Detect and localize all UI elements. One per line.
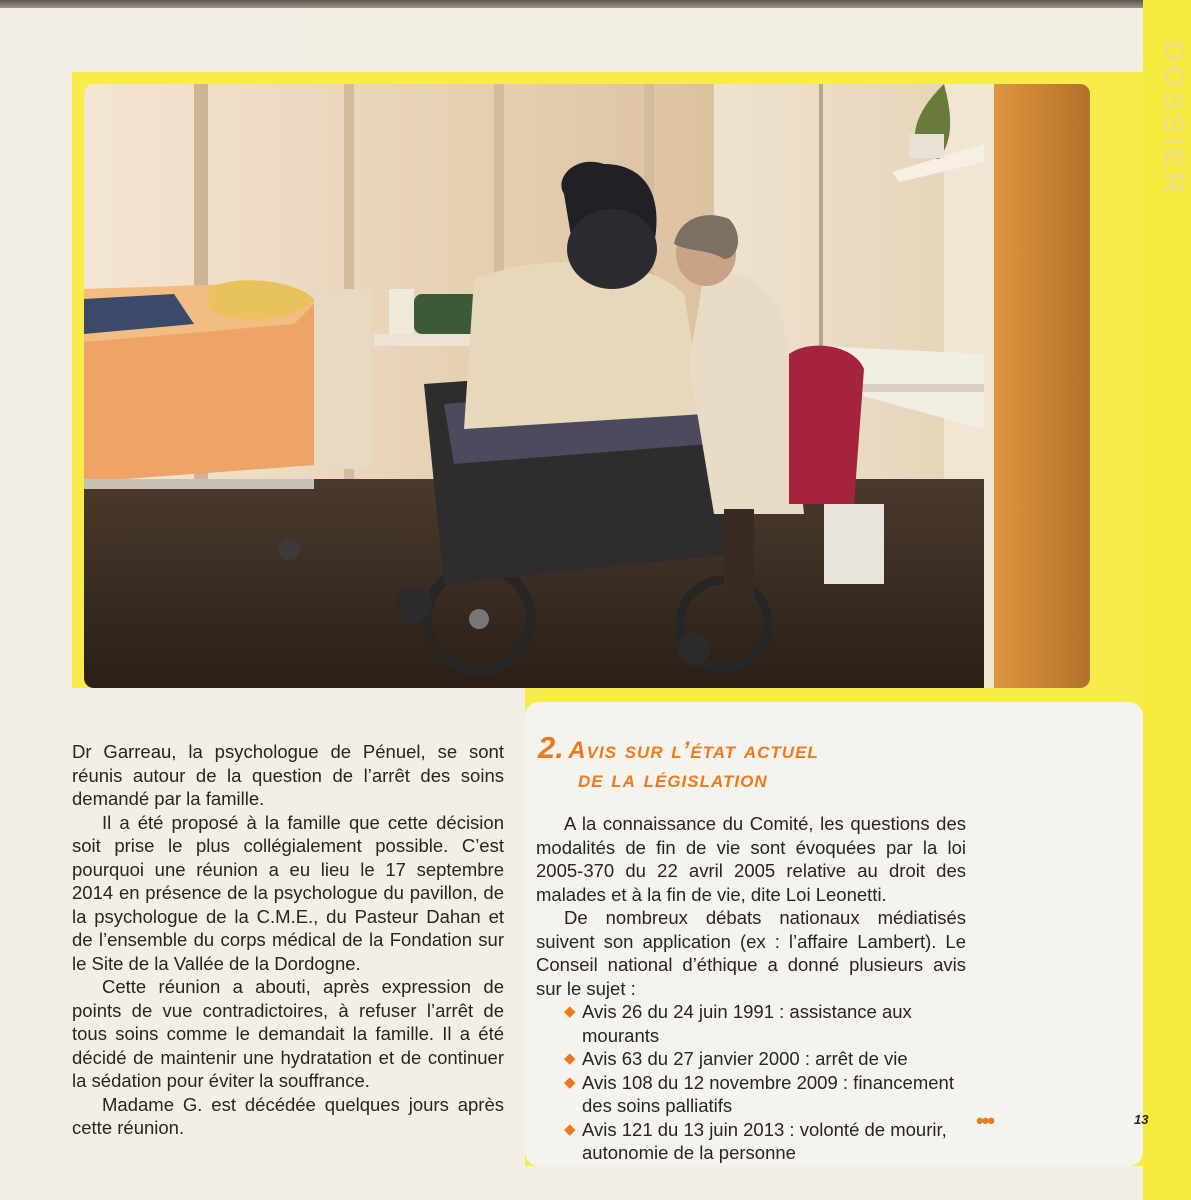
diamond-bullet-icon: ◆	[564, 1073, 576, 1091]
list-item-text: Avis 63 du 27 janvier 2000 : arrêt de vie	[582, 1048, 908, 1069]
page-number: 13	[1134, 1112, 1149, 1127]
diamond-bullet-icon: ◆	[564, 1003, 576, 1020]
list-item-text: Avis 108 du 12 novembre 2009 : financement des soins palliatifs	[582, 1071, 954, 1116]
left-paragraph-2: Il a été proposé à la famille que cette décision soit prise le plus collégialement possible. C’est pourquoi une réunion a eu lieu le 17 septembre 2014 en présence de la psychologue du pavillon, de la psychologue de la C.M.E., du Pasteur Dahan et de l’ensemble du corps médical de la Fondation sur le Site de la Vallée de la Dordogne.	[72, 811, 504, 974]
section-number: 2.	[538, 730, 564, 765]
diamond-bullet-icon: ◆	[564, 1050, 576, 1067]
section-title-line-1: Avis sur l’état actuel	[568, 737, 819, 764]
right-paragraph-1: A la connaissance du Comité, les questions des modalités de fin de vie sont évoquées par la loi 2005-370 du 22 avril 2005 relative au droit des malades et à la fin de vie, dite Loi Leonetti.	[536, 813, 966, 905]
right-paragraph-2: De nombreux débats nationaux médiatisés suivent son application (ex : l’affaire Lambert). Le Conseil national d’éthique a donné plusieurs avis sur le sujet :	[536, 907, 966, 999]
left-paragraph-4: Madame G. est décédée quelques jours après cette réunion.	[72, 1093, 504, 1138]
list-item-text: Avis 26 du 24 juin 1991 : assistance aux mourants	[582, 1001, 912, 1046]
section-heading	[538, 730, 958, 794]
bottom-paper-band	[525, 1166, 1143, 1200]
list-item	[536, 1118, 966, 1165]
section-tab-label: DOSSIER	[1157, 40, 1190, 197]
top-paper-band	[300, 8, 1143, 72]
page-top-edge	[0, 0, 1191, 8]
list-item	[536, 1047, 966, 1071]
diamond-bullet-icon: ◆	[564, 1120, 576, 1138]
list-item	[536, 1000, 966, 1047]
list-item	[536, 1071, 966, 1118]
section-title-line-2: de la législation	[578, 766, 768, 793]
list-item-text: Avis 121 du 13 juin 2013 : volonté de mourir, autonomie de la personne	[582, 1118, 947, 1163]
left-text-column	[72, 740, 504, 1140]
continuation-dots-icon: •••	[976, 1108, 994, 1133]
right-text-column	[536, 812, 966, 1165]
left-paragraph-3: Cette réunion a abouti, après expression de points de vue contradictoires, à refuser l’arrêt de tous soins comme le demandait la famille. Il a été décidé de maintenir une hydratation et de continuer la sédation pour éviter la souffrance.	[72, 976, 504, 1091]
photo-wheelchair-room	[84, 84, 1090, 688]
left-paragraph-1: Dr Garreau, la psychologue de Pénuel, se sont réunis autour de la question de l’arrêt des soins demandé par la famille.	[72, 741, 504, 809]
avis-list	[536, 1000, 966, 1165]
